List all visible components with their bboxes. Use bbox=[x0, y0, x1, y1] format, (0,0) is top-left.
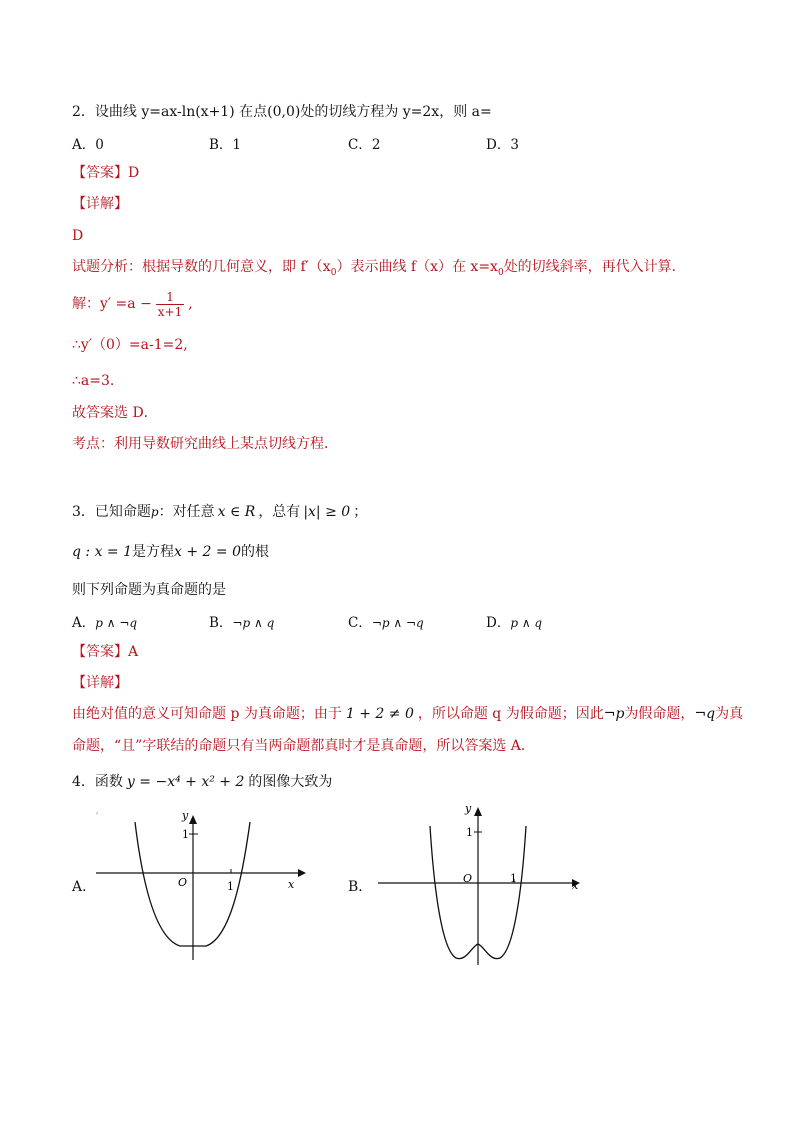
graph-a-mark: ′ bbox=[96, 812, 99, 823]
graph-b-x-label: x bbox=[572, 879, 579, 892]
graph-b bbox=[372, 800, 592, 970]
graph-a-origin: O bbox=[178, 876, 188, 889]
exp-math-nq: ¬q bbox=[694, 706, 716, 722]
graph-b-label: B． bbox=[348, 879, 373, 895]
graph-a-label: A． bbox=[72, 879, 97, 895]
q4-stem bbox=[72, 773, 332, 791]
fraction-denominator: x+1 bbox=[157, 304, 183, 319]
q3-stem-p: p bbox=[150, 505, 159, 519]
q2-kaodian: 考点：利用导数研究曲线上某点切线方程． bbox=[72, 436, 338, 452]
analysis-sub-1: 0 bbox=[330, 267, 337, 278]
fraction-numerator: 1 bbox=[156, 290, 184, 305]
q2-stem: 2．设曲线 y=ax-ln(x+1) 在点(0,0)处的切线方程为 y=2x，则 a= bbox=[72, 104, 492, 120]
q2-option-a: A．0 bbox=[72, 137, 104, 153]
exp-math-1: 1 + 2 ≠ 0 bbox=[345, 706, 414, 722]
q3-answer bbox=[72, 643, 138, 661]
graph-b-x-tick-label: 1 bbox=[510, 872, 517, 885]
q2-option-b: B．1 bbox=[209, 137, 242, 153]
graph-a bbox=[90, 810, 310, 970]
graph-a-x-arrow bbox=[298, 869, 306, 877]
q3-q-math: q : x = 1 bbox=[72, 544, 133, 560]
q3-q-text-1: 是方程 bbox=[132, 544, 175, 560]
q2-answer bbox=[72, 164, 139, 182]
q3-explanation-line1 bbox=[72, 705, 743, 723]
option-math: p ∧ q bbox=[510, 616, 543, 630]
q3-stem bbox=[72, 503, 367, 521]
q2-solution bbox=[72, 289, 193, 319]
q3-stem-text-4: ； bbox=[353, 504, 368, 520]
answer-value: A bbox=[128, 644, 139, 660]
solution-prefix: 解：y′ =a − bbox=[72, 296, 152, 312]
exp-text-2: ，所以命题 q 为假命题；因此 bbox=[417, 706, 604, 722]
graph-a-x-label: x bbox=[288, 878, 295, 891]
q4-stem-text-2: 的图像大致为 bbox=[248, 774, 333, 790]
q3-stem-abs: |x| ≥ 0 bbox=[303, 504, 351, 520]
graph-a-y-tick-label: 1 bbox=[182, 828, 189, 841]
q3-stem-text-2: ：对任意 bbox=[158, 504, 215, 520]
q3-stem-text-1: 3．已知命题 bbox=[72, 504, 151, 520]
q4-stem-math: y = −x⁴ + x² + 2 bbox=[126, 774, 245, 790]
q2-detail-line1: D bbox=[72, 228, 84, 244]
q2-detail-tag: 【详解】 bbox=[72, 196, 128, 212]
q3-q-eq: x + 2 = 0 bbox=[174, 544, 241, 560]
q3-explanation-line2: 命题，“且”字联结的命题只有当两命题都真时才是真命题，所以答案选 A． bbox=[72, 738, 535, 754]
q2-analysis bbox=[72, 258, 686, 282]
q4-stem-text-1: 4．函数 bbox=[72, 774, 123, 790]
option-math: ¬p ∧ q bbox=[232, 616, 275, 630]
analysis-sub-2: 0 bbox=[497, 267, 504, 278]
q3-option-b bbox=[209, 611, 274, 631]
answer-value: D bbox=[128, 165, 140, 181]
option-math: ¬p ∧ ¬q bbox=[371, 616, 424, 630]
graph-a-y-arrow bbox=[189, 815, 197, 824]
exp-text-1: 由绝对值的意义可知命题 p 为真命题；由于 bbox=[72, 706, 342, 722]
answer-tag: 【答案】 bbox=[72, 165, 128, 181]
option-label: C． bbox=[348, 615, 372, 631]
analysis-text-3: 处的切线斜率，再代入计算． bbox=[503, 259, 686, 275]
q2-option-d: D．3 bbox=[486, 137, 519, 153]
fraction bbox=[156, 290, 184, 319]
q2-step1: ∴y′（0）=a-1=2, bbox=[72, 337, 188, 353]
graph-a-x-tick-label: 1 bbox=[227, 880, 234, 893]
q3-ask: 则下列命题为真命题的是 bbox=[72, 582, 226, 598]
q2-conclusion: 故答案选 D． bbox=[72, 405, 158, 421]
q2-option-c: C．2 bbox=[348, 137, 381, 153]
exp-math-np: ¬p bbox=[603, 706, 625, 722]
solution-suffix: , bbox=[188, 296, 193, 312]
graph-b-y-tick-label: 1 bbox=[466, 826, 473, 839]
graph-a-y-label: y bbox=[182, 810, 189, 822]
graph-b-y-arrow bbox=[474, 807, 482, 816]
q3-stem-text-3: ，总有 bbox=[258, 504, 301, 520]
option-label: B． bbox=[209, 615, 233, 631]
option-label: A． bbox=[72, 615, 96, 631]
graph-b-y-label: y bbox=[465, 802, 472, 815]
graph-b-origin: O bbox=[463, 872, 473, 885]
option-math: p ∧ ¬q bbox=[95, 616, 138, 630]
q3-option-d bbox=[486, 611, 542, 631]
q3-q-text-2: 的根 bbox=[241, 544, 269, 560]
analysis-text-1: 试题分析：根据导数的几何意义，即 f′（x bbox=[72, 259, 331, 275]
option-label: D． bbox=[486, 615, 511, 631]
exp-text-3: 为假命题， bbox=[624, 706, 695, 722]
q3-q-line bbox=[72, 543, 269, 561]
answer-tag: 【答案】 bbox=[72, 644, 128, 660]
q2-step2: ∴a=3. bbox=[72, 373, 115, 389]
q3-detail-tag: 【详解】 bbox=[72, 675, 128, 691]
q3-option-a bbox=[72, 611, 137, 631]
q3-stem-set: x ∈ R bbox=[217, 504, 256, 520]
exp-text-4: 为真 bbox=[715, 706, 744, 722]
q3-option-c bbox=[348, 611, 424, 631]
analysis-text-2: ）表示曲线 f（x）在 x=x bbox=[336, 259, 498, 275]
